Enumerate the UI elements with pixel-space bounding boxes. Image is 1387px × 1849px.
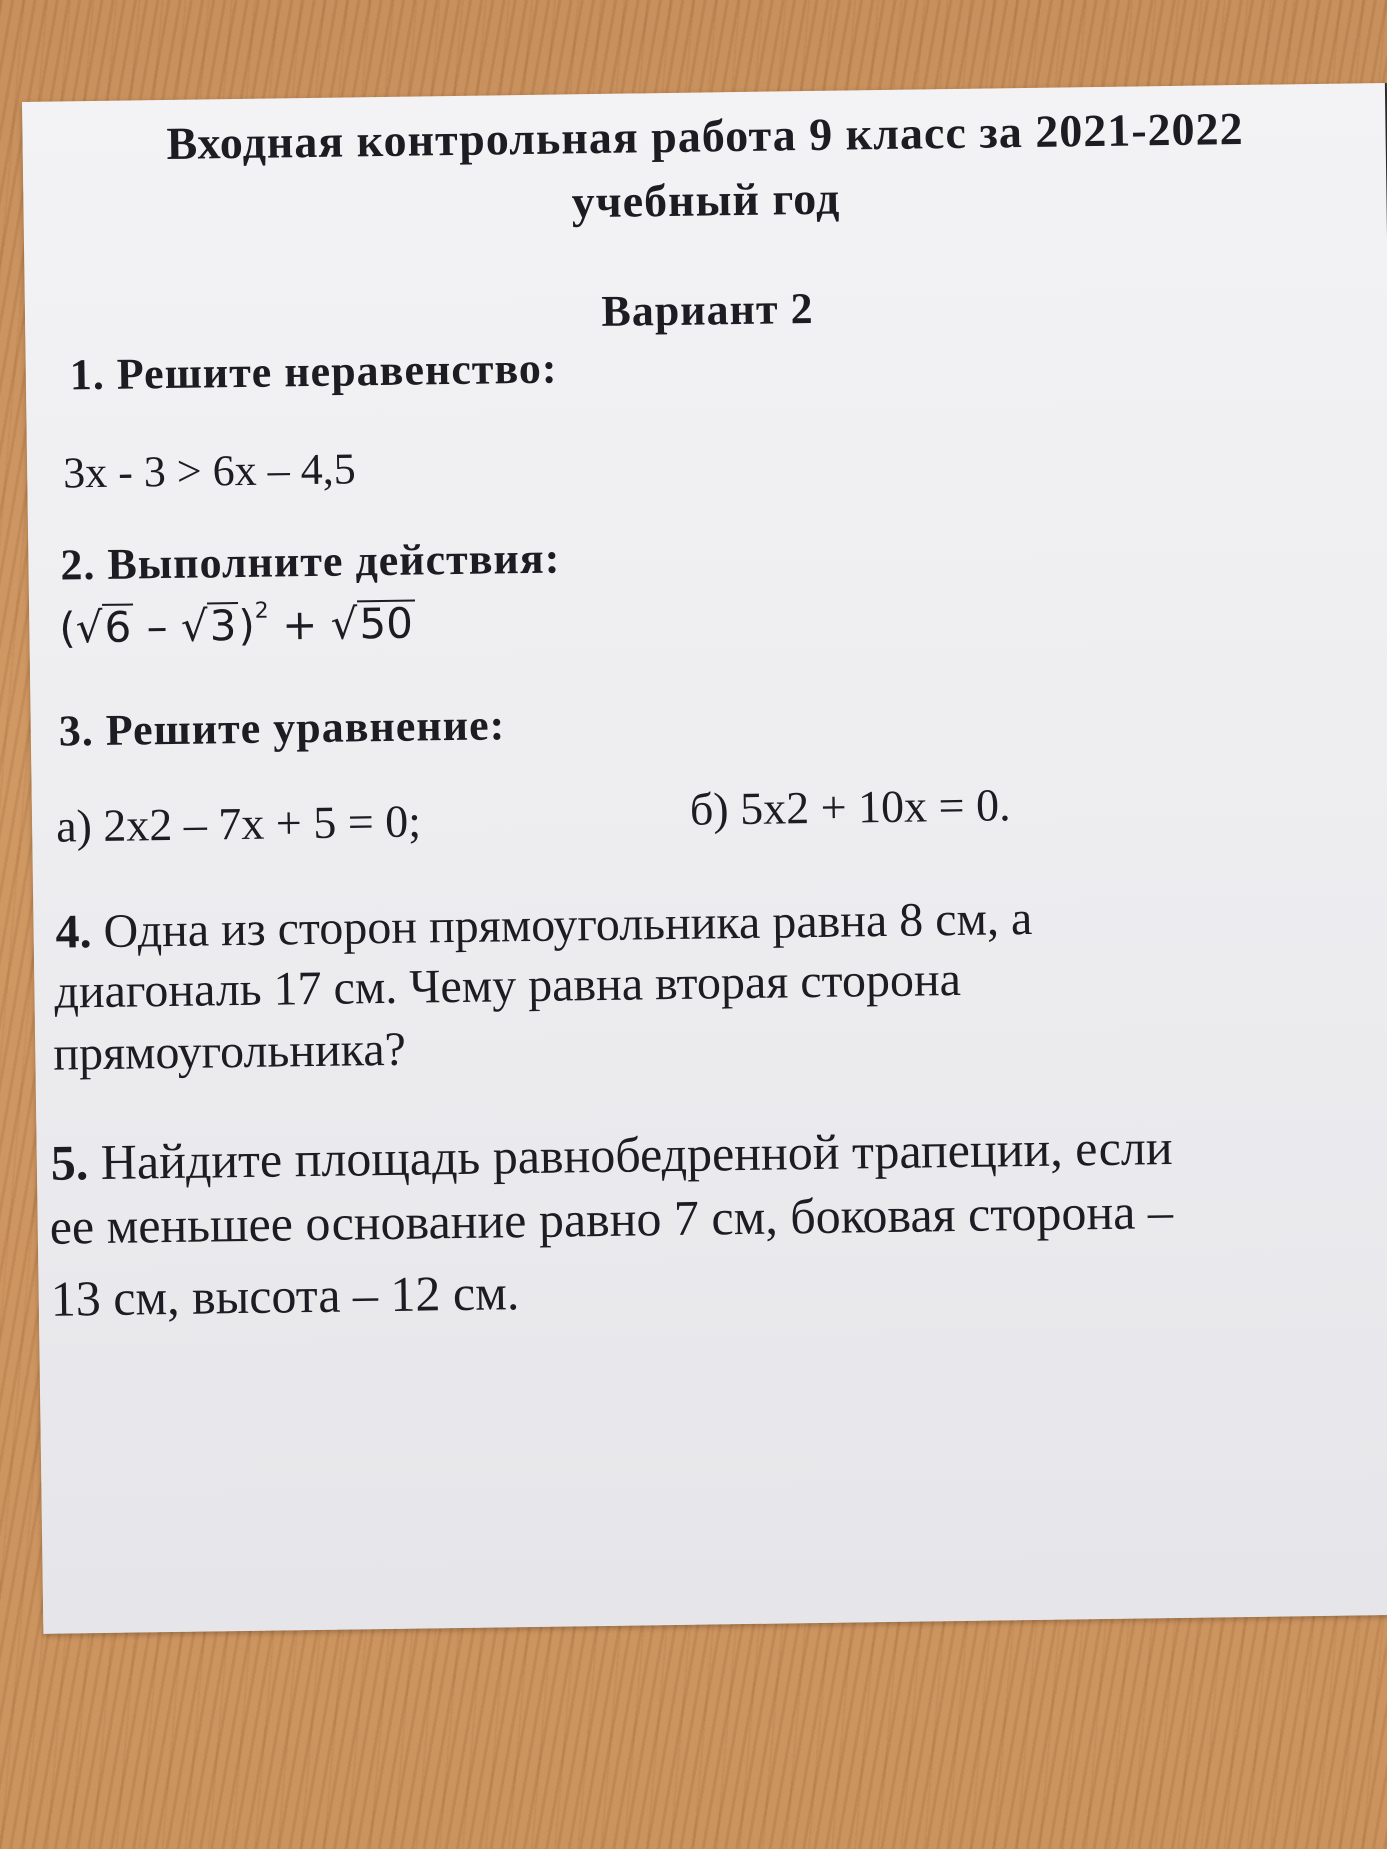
task-4-text-line-2: диагональ 17 см. Чему равна вторая сторона <box>54 952 962 1019</box>
variant-label: Вариант 2 <box>601 283 814 336</box>
task-3-number: 3. <box>58 706 95 756</box>
task-3-equation-b: б) 5x2 + 10x = 0. <box>689 779 1011 835</box>
task-2-heading <box>60 533 561 591</box>
task-2-title: Выполните действия: <box>107 533 561 589</box>
worksheet-title-line2: учебный год <box>571 172 841 228</box>
exponent-2: 2 <box>254 598 269 624</box>
task-4-text-line-3: прямоугольника? <box>52 1022 407 1081</box>
open-paren: ( <box>59 603 77 653</box>
task-2-expression <box>59 597 415 653</box>
sqrt-symbol: √ <box>180 601 209 651</box>
radicand-50: 50 <box>359 598 414 649</box>
task-1-title: Решите неравенство: <box>116 343 558 399</box>
task-1-number: 1. <box>69 349 106 400</box>
minus-sign: – <box>132 601 182 652</box>
task-1-inequality: 3x - 3 > 6x – 4,5 <box>62 444 356 498</box>
task-2-number: 2. <box>60 540 96 590</box>
close-paren: ) <box>238 600 256 651</box>
radicand-6: 6 <box>104 602 132 652</box>
plus-sign: + <box>268 599 332 650</box>
task-5-number: 5. <box>50 1134 89 1191</box>
task-4-text-line-1: Одна из сторон прямоугольника равна 8 см, а <box>103 891 1033 958</box>
sqrt-symbol: √ <box>75 602 103 653</box>
task-5-text-line-1: Найдите площадь равнобедренной трапеции, если <box>100 1119 1173 1191</box>
task-1-heading <box>69 343 557 401</box>
task-3-title: Решите уравнение: <box>105 700 506 755</box>
paper-sheet <box>22 83 1387 1634</box>
task-3-heading <box>58 699 505 756</box>
worksheet-title-line1: Входная контрольная работа 9 класс за 2021-2022 <box>166 102 1244 169</box>
radicand-3: 3 <box>209 601 237 651</box>
task-4-number: 4. <box>55 905 92 959</box>
worksheet-content <box>22 83 1387 1327</box>
task-5-text-line-2: ее меньшее основание равно 7 см, боковая сторона – <box>49 1183 1174 1255</box>
task-5-text-line-3: 13 см, высота – 12 см. <box>50 1264 520 1327</box>
sqrt-symbol: √ <box>330 599 358 649</box>
task-3-equation-a: а) 2x2 – 7x + 5 = 0; <box>55 795 422 852</box>
